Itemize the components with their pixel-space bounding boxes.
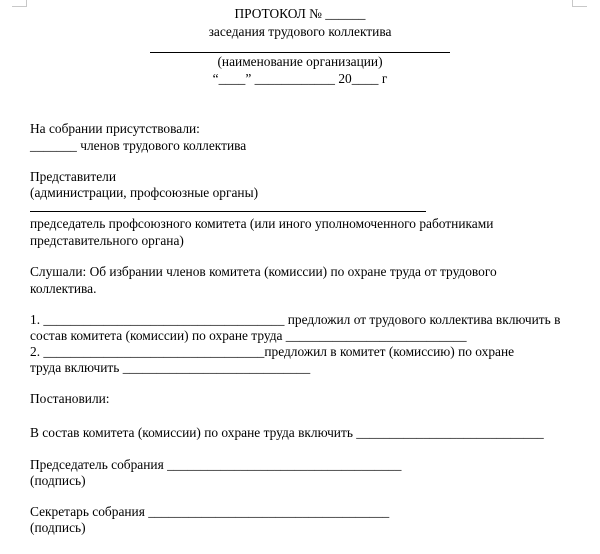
item1-line2: состав комитета (комиссии) по охране труда ___________________________ [30,328,467,343]
item2-line2: труда включить ____________________________ [30,360,311,375]
secretary-signature-line: Секретарь собрания ____________________________________ [30,504,390,519]
chairman-description-line1: председатель профсоюзного комитета (или иного уполномоченного работниками [30,216,494,231]
chairman-signature-caption: (подпись) [30,473,86,488]
protocol-subtitle: заседания трудового коллектива [208,24,392,39]
resolution-line: В состав комитета (комиссии) по охране труда включить ____________________________ [30,425,544,440]
chairman-name-line [30,211,426,212]
chairman-description-line2: представительного органа) [30,233,184,248]
organization-name-line [150,52,450,53]
heard-line1: Слушали: Об избрании членов комитета (комиссии) по охране труда от трудового [30,264,497,279]
item2-line1: 2. _________________________________предложил в комитет (комиссию) по охране [30,344,515,359]
representatives-note: (администрации, профсоюзные органы) [30,185,259,200]
resolved-heading: Постановили: [30,391,110,406]
date-line: “____” ____________ 20____ г [212,71,388,86]
present-heading: На собрании присутствовали: [30,121,200,136]
organization-caption: (наименование организации) [217,54,383,69]
representatives-label: Представители [30,169,116,184]
chairman-signature-line: Председатель собрания ___________________________________ [30,457,402,472]
members-line: _______ членов трудового коллектива [30,138,247,153]
item1-line1: 1. ____________________________________ предложил от трудового коллектива включить в [30,312,561,327]
protocol-title: ПРОТОКОЛ № ______ [234,6,366,21]
heard-line2: коллектива. [30,281,97,296]
secretary-signature-caption: (подпись) [30,520,86,535]
